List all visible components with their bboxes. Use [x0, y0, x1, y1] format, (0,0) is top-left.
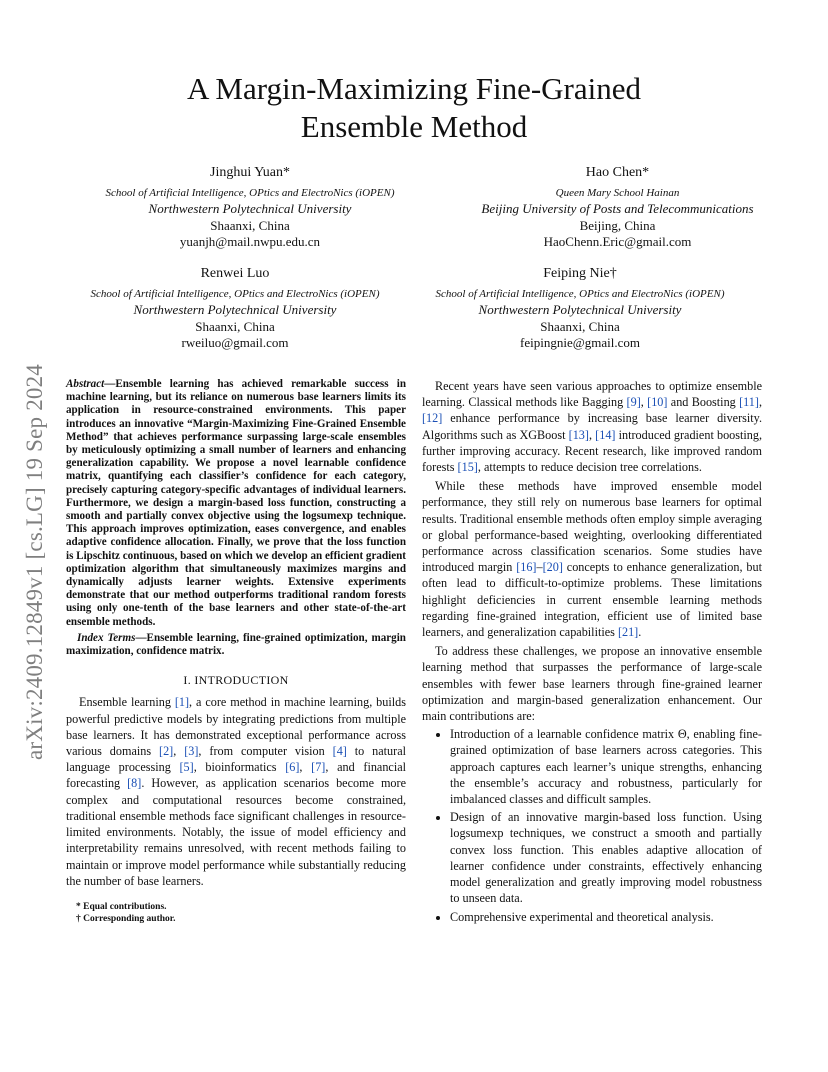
author-location: Beijing, China: [579, 217, 656, 233]
footnote-corresponding-author: † Corresponding author.: [76, 913, 176, 924]
author-institution: Northwestern Polytechnical University: [133, 302, 337, 317]
citation-link[interactable]: [11]: [739, 395, 759, 410]
abstract-label: Abstract: [66, 378, 105, 390]
left-column: [66, 378, 406, 925]
citation-link[interactable]: [12]: [422, 411, 443, 426]
citation-link[interactable]: [7]: [311, 760, 326, 775]
citation-link[interactable]: [6]: [285, 760, 300, 775]
citation-link[interactable]: [21]: [617, 625, 639, 640]
author-affiliation: School of Artificial Intelligence, OPtics and ElectroNics (iOPEN): [435, 287, 725, 300]
author-institution: Northwestern Polytechnical University: [148, 201, 352, 216]
contribution-item: • Comprehensive experimental and theoretical analysis.: [450, 909, 762, 925]
citation-link[interactable]: [16]: [516, 560, 537, 575]
citation-link[interactable]: [15]: [457, 460, 478, 475]
author-affiliation: Queen Mary School Hainan: [555, 186, 680, 199]
author-name: Jinghui Yuan*: [210, 165, 290, 180]
intro-paragraph-1: Ensemble learning [1], a core method in machine learning, builds powerful predictive models by integrating predictions from multiple base learners. It has demonstrated exceptional performance across various domains [2], [3], from computer vision [4] to natural language processing [5], bioinformatics [6], [7], and financial forecasting [8]. However, as application scenarios become more complex and computational resources become constrained, traditional ensemble methods face significant challenges in resource-limited environments. Notably, the issue of model efficiency and interpretability remains unresolved, with recent methods failing to maintain or improve model performance while substantially reducing the number of base learners.: [66, 695, 407, 888]
author-institution: Northwestern Polytechnical University: [478, 302, 682, 317]
author-location: Shaanxi, China: [210, 217, 290, 233]
abstract: [66, 378, 406, 629]
citation-link[interactable]: [20]: [542, 560, 563, 575]
citation-link[interactable]: [3]: [184, 744, 199, 759]
title-line-1: A Margin-Maximizing Fine-Grained: [186, 71, 641, 106]
author-name: Feiping Nie†: [543, 266, 617, 281]
right-column: [422, 378, 762, 927]
title-line-2: Ensemble Method: [300, 109, 528, 144]
author-affiliation: School of Artificial Intelligence, OPtics and ElectroNics (iOPEN): [105, 186, 395, 199]
intro-paragraph-4: To address these challenges, we propose an innovative ensemble learning method that surpasses the performance of large-scale ensembles with fewer base learners through fine-grained learner optimization and margin-based generalization enhancement. Our main contributions are:: [422, 644, 762, 724]
author-email: HaoChenn.Eric@gmail.com: [543, 234, 692, 249]
author-location: Shaanxi, China: [540, 318, 620, 334]
author-affiliation: School of Artificial Intelligence, OPtics and ElectroNics (iOPEN): [90, 287, 380, 300]
index-terms: [66, 632, 406, 658]
author-email: yuanjh@mail.nwpu.edu.cn: [179, 234, 321, 249]
citation-link[interactable]: [14]: [595, 427, 616, 442]
author-name: Hao Chen*: [585, 165, 650, 180]
author-email: rweiluo@gmail.com: [181, 335, 289, 350]
section-heading-introduction: I. INTRODUCTION: [183, 673, 289, 688]
author-block-nie: [410, 266, 750, 352]
author-block-yuan: [90, 165, 410, 251]
contribution-list: [422, 726, 762, 924]
footnote-equal-contribution: * Equal contributions.: [76, 901, 167, 912]
author-block-chen: [445, 165, 790, 251]
abstract-text: —Ensemble learning has achieved remarkable success in machine learning, but its reliance on numerous base learners limits its application in resource-constrained environments. This paper introduces an innovative “Margin-Maximizing Fine-Grained Ensemble Method” that achieves performance surpassing large-scale ensembles by meticulously optimizing a small number of learners and enhancing generalization capability. We propose a novel learnable confidence matrix, quantifying each classifier’s confidence for each category, precisely capturing category-specific advantages of individual learners. Furthermore, we design a margin-based loss function, constructing a smooth and partially convex objective using the logsumexp technique. This approach improves optimization, eases convergence, and enables adaptive confidence allocation. Finally, we prove that the loss function is Lipschitz continuous, based on which we develop an efficient gradient optimization algorithm that simultaneously maximizes margins and dynamically adjusts learner weights. Extensive experiments demonstrate that our method outperforms traditional random forests using only one-tenth of the base learners and other state-of-the-art ensemble methods.: [66, 378, 406, 628]
author-location: Shaanxi, China: [195, 318, 275, 334]
arxiv-identifier: arXiv:2409.12849v1 [cs.LG] 19 Sep 2024: [22, 364, 47, 760]
author-institution: Beijing University of Posts and Telecommunications: [481, 201, 754, 216]
intro-paragraph-2: Recent years have seen various approaches to optimize ensemble learning. Classical methods like Bagging [9], [10] and Boosting [11], [12] enhance performance by increasing base learner diversity. Algorithms such as XGBoost [13], [14] introduced gradient boosting, further improving accuracy. Recent research, like improved random forests [15], attempts to reduce decision tree correlations.: [422, 379, 763, 475]
citation-link[interactable]: [13]: [568, 427, 589, 442]
author-block-luo: [60, 266, 410, 352]
index-terms-label: Index Terms: [77, 631, 136, 644]
author-name: Renwei Luo: [200, 266, 270, 281]
author-email: feipingnie@gmail.com: [520, 335, 640, 350]
citation-link[interactable]: [1]: [174, 695, 190, 710]
citation-link[interactable]: [10]: [647, 395, 668, 410]
contribution-item: • Introduction of a learnable confidence matrix Θ, enabling fine-grained optimization of base learners across categories. This approach captures each learner’s unique strengths, enhancing the ensemble’s accuracy and robustness, particularly for imbalanced classes and difficult samples.: [450, 726, 762, 807]
citation-link[interactable]: [4]: [332, 744, 347, 759]
intro-paragraph-3: While these methods have improved ensemble model performance, they still rely on numerous base learners for optimal results. Traditional ensemble methods often employ simple averaging or global performance-based weighting, overlooking differentiated performance across classification scenarios. Some studies have introduced margin [16]–[20] concepts to enhance generalization, but often lead to difficult-to-optimize problems. These limitations highlight deficiencies in current ensemble learning methods regarding fine-grained integration, efficient use of limited base learners, and generalization capabilities [21].: [422, 479, 762, 640]
paper-title: [100, 70, 728, 146]
footnotes: [66, 901, 406, 925]
index-terms-text: —Ensemble learning, fine-grained optimization, margin maximization, confidence matrix.: [66, 631, 406, 658]
citation-link[interactable]: [2]: [159, 744, 174, 759]
contribution-item: • Design of an innovative margin-based loss function. Using logsumexp techniques, we construct a smooth and partially convex loss function. This enables adaptive allocation of learner confidence under constraints, effectively enhancing model generalization and greatly improving model robustness to unseen data.: [450, 809, 762, 906]
citation-link[interactable]: [9]: [626, 395, 641, 410]
citation-link[interactable]: [8]: [127, 776, 142, 791]
citation-link[interactable]: [5]: [179, 760, 194, 775]
